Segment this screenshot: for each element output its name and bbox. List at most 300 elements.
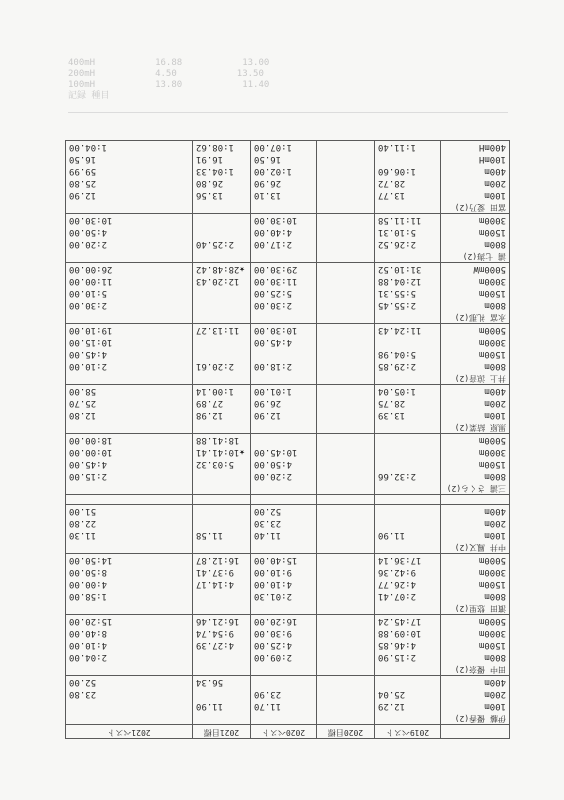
- record-value: [196, 348, 247, 360]
- record-value: [196, 470, 247, 482]
- record-value: 28.72: [378, 178, 406, 188]
- record-value: 12.80: [69, 410, 97, 420]
- athlete-name: 黒原 結菜(2): [454, 423, 506, 432]
- event-label: 1500m: [478, 288, 506, 298]
- t2021-cell: [193, 505, 251, 554]
- b2021-cell: [66, 263, 193, 324]
- record-value: 26:00.00: [69, 264, 113, 274]
- record-value: ★28:48.42: [196, 264, 245, 274]
- t2021-cell: [193, 141, 251, 214]
- record-value: 4:45.00: [69, 459, 107, 469]
- record-value: 4:27.39: [196, 640, 234, 650]
- record-value: 2:25.40: [196, 239, 234, 249]
- record-value: [254, 434, 313, 446]
- event-label: 200m: [484, 518, 506, 528]
- event-cell: [441, 615, 510, 676]
- record-value: 17:36.14: [378, 555, 422, 565]
- record-value: 2:20.00: [254, 471, 292, 481]
- show-through-text: 400mH 16.88 13.00 200mH 4.50 13.50 100mH 13.80 11.40 記録 種目: [68, 58, 508, 113]
- b2019-cell: [375, 615, 441, 676]
- b2021-cell: [66, 324, 193, 385]
- t2020-cell: [317, 554, 375, 615]
- record-value: 9:30.00: [254, 628, 292, 638]
- record-value: 12.29: [378, 701, 406, 711]
- record-value: [320, 639, 371, 651]
- t2020-cell: [317, 676, 375, 725]
- t2021-cell: [193, 214, 251, 263]
- event-cell: [441, 505, 510, 554]
- record-value: 5:03.32: [196, 459, 234, 469]
- event-label: 100m: [484, 190, 506, 200]
- athlete-name: 井上 涼音(2): [454, 374, 506, 383]
- record-value: [320, 554, 371, 566]
- event-label: 400m: [484, 386, 506, 396]
- record-value: 52.00: [69, 677, 97, 687]
- b2021-cell: [66, 385, 193, 434]
- record-value: 2:55.45: [378, 300, 416, 310]
- record-value: 26.80: [196, 178, 224, 188]
- record-value: 31:10.52: [378, 264, 422, 274]
- record-value: 5:10.31: [378, 227, 416, 237]
- record-value: 4:50.00: [69, 227, 107, 237]
- record-value: [196, 590, 247, 602]
- record-value: 1:00.14: [196, 386, 234, 396]
- record-value: 4:46.85: [378, 640, 416, 650]
- record-value: 2:20.61: [196, 361, 234, 371]
- record-value: 10:00.00: [69, 447, 113, 457]
- record-value: 2:07.41: [378, 591, 416, 601]
- event-label: 800m: [484, 591, 506, 601]
- athlete-block: [66, 214, 510, 263]
- record-value: [320, 627, 371, 639]
- record-value: 25.70: [69, 398, 97, 408]
- event-label: 400m: [484, 677, 506, 687]
- record-value: [254, 348, 313, 360]
- athlete-block: [66, 385, 510, 434]
- t2020-cell: [317, 385, 375, 434]
- record-value: 11:24.43: [378, 325, 422, 335]
- event-label: 3000m: [478, 337, 506, 347]
- event-cell: [441, 324, 510, 385]
- record-value: 25.80: [69, 178, 97, 188]
- record-value: 18:41.88: [196, 435, 240, 445]
- event-label: 800m: [484, 300, 506, 310]
- record-value: 11.90: [378, 530, 406, 540]
- event-label: 3000m: [478, 276, 506, 286]
- record-value: [320, 651, 371, 663]
- t2020-cell: [317, 434, 375, 495]
- event-label: 800m: [484, 471, 506, 481]
- record-value: [378, 336, 437, 348]
- record-value: 4:25.00: [254, 640, 292, 650]
- event-label: 5000m: [478, 555, 506, 565]
- record-value: 26.90: [254, 178, 282, 188]
- record-value: 1:07.00: [254, 142, 292, 152]
- record-value: [196, 336, 247, 348]
- record-value: 1:08.62: [196, 142, 234, 152]
- event-label: 5000m: [478, 325, 506, 335]
- record-value: 12:04.88: [378, 276, 422, 286]
- record-value: 2:20.00: [69, 239, 107, 249]
- record-value: [320, 336, 371, 348]
- record-value: 12:20.43: [196, 276, 240, 286]
- record-value: 9:10.00: [254, 567, 292, 577]
- event-label: 400m: [484, 166, 506, 176]
- record-value: 13.39: [378, 410, 406, 420]
- t2020-cell: [317, 141, 375, 214]
- event-label: 200m: [484, 178, 506, 188]
- record-value: 2:17.00: [254, 239, 292, 249]
- header-2021-target: 2021目標: [193, 725, 251, 739]
- record-value: [320, 409, 371, 421]
- event-cell: [441, 214, 510, 263]
- b2020-cell: [251, 324, 317, 385]
- record-value: [320, 578, 371, 590]
- record-value: [378, 458, 437, 470]
- b2019-cell: [375, 505, 441, 554]
- header-2019-best: 2019ベスト: [375, 725, 441, 739]
- record-value: 2:29.85: [378, 361, 416, 371]
- record-value: [196, 226, 247, 238]
- b2020-cell: [251, 263, 317, 324]
- b2021-cell: [66, 615, 193, 676]
- athlete-name: 田中 優奈(2): [454, 665, 506, 674]
- athlete-block: [66, 615, 510, 676]
- athlete-name: 三浦 さくら(2): [446, 484, 506, 493]
- record-value: [320, 214, 371, 226]
- header-row: [66, 725, 510, 739]
- record-value: 11.30: [69, 530, 97, 540]
- record-value: 11:30.00: [254, 276, 298, 286]
- record-value: ★10:41.41: [196, 447, 245, 457]
- record-value: 10:15.00: [69, 337, 113, 347]
- record-value: 16:20.00: [254, 616, 298, 626]
- record-value: [196, 299, 247, 311]
- record-value: 26.90: [254, 398, 282, 408]
- athlete-block: [66, 324, 510, 385]
- record-value: [320, 434, 371, 446]
- record-value: [196, 517, 247, 529]
- athlete-block: [66, 141, 510, 214]
- record-value: 2:10.00: [69, 361, 107, 371]
- b2019-cell: [375, 385, 441, 434]
- record-value: 1:11.40: [378, 142, 416, 152]
- record-value: [320, 566, 371, 578]
- record-value: 2:09.00: [254, 652, 292, 662]
- t2021-cell: [193, 676, 251, 725]
- record-value: [196, 505, 247, 517]
- athlete-block: [66, 434, 510, 495]
- record-value: 52.00: [254, 506, 282, 516]
- athlete-name: 中井 鳳又(2): [454, 543, 506, 552]
- header-2021-best: 2021ベスト: [66, 725, 193, 739]
- event-label: 1500m: [478, 227, 506, 237]
- records-table: [65, 140, 510, 739]
- record-value: 2:18.00: [254, 361, 292, 371]
- record-value: 23.80: [69, 689, 97, 699]
- record-value: 9:54.74: [196, 628, 234, 638]
- record-value: 59.99: [69, 166, 97, 176]
- event-label: 3000m: [478, 215, 506, 225]
- record-value: [320, 348, 371, 360]
- record-value: 8:40.00: [69, 628, 107, 638]
- record-value: 1:04.33: [196, 166, 234, 176]
- event-cell: [441, 263, 510, 324]
- event-label: 1500m: [478, 349, 506, 359]
- record-value: [320, 688, 371, 700]
- record-value: [320, 189, 371, 201]
- event-label: 400mH: [478, 142, 506, 152]
- b2020-cell: [251, 554, 317, 615]
- record-value: 14:50.00: [69, 555, 113, 565]
- t2021-cell: [193, 554, 251, 615]
- athlete-name: 永富 礼那(2): [454, 313, 506, 322]
- event-label: 3000m: [478, 447, 506, 457]
- record-value: 16:21.46: [196, 616, 240, 626]
- record-value: 2:32.66: [378, 471, 416, 481]
- record-value: 11.40: [254, 530, 282, 540]
- record-value: [196, 688, 247, 700]
- record-value: 1:02.00: [254, 166, 292, 176]
- t2020-cell: [317, 263, 375, 324]
- record-value: 4:26.77: [378, 579, 416, 589]
- record-value: 16:12.87: [196, 555, 240, 565]
- record-value: 4:10.00: [254, 579, 292, 589]
- record-value: [320, 141, 371, 153]
- event-label: 5000m: [478, 616, 506, 626]
- record-value: 2:15.00: [69, 471, 107, 481]
- record-value: [320, 153, 371, 165]
- b2019-cell: [375, 676, 441, 725]
- record-value: 11:13.27: [196, 325, 240, 335]
- record-value: 12.90: [69, 190, 97, 200]
- b2021-cell: [66, 434, 193, 495]
- t2020-cell: [317, 214, 375, 263]
- record-value: 56.34: [196, 677, 224, 687]
- b2020-cell: [251, 141, 317, 214]
- event-label: 800m: [484, 239, 506, 249]
- record-value: [320, 226, 371, 238]
- t2021-cell: [193, 434, 251, 495]
- record-value: [320, 385, 371, 397]
- record-value: [320, 263, 371, 275]
- record-value: 4:50.00: [254, 459, 292, 469]
- record-value: [320, 177, 371, 189]
- record-value: 15:20.00: [69, 616, 113, 626]
- record-value: [378, 446, 437, 458]
- athlete-name: 富田 愛乃(2): [454, 203, 506, 212]
- record-value: 23.30: [254, 518, 282, 528]
- b2021-cell: [66, 554, 193, 615]
- record-value: [320, 275, 371, 287]
- record-value: 2:15.90: [378, 652, 416, 662]
- record-value: 12.90: [254, 410, 282, 420]
- record-value: [320, 299, 371, 311]
- event-cell: [441, 385, 510, 434]
- b2021-cell: [66, 505, 193, 554]
- record-value: 10:30.00: [254, 325, 298, 335]
- record-value: 1:05.04: [378, 386, 416, 396]
- event-label: 200m: [484, 689, 506, 699]
- b2020-cell: [251, 214, 317, 263]
- record-value: [69, 700, 189, 712]
- record-value: [320, 324, 371, 336]
- record-value: [320, 397, 371, 409]
- b2019-cell: [375, 263, 441, 324]
- header-2020-best: 2020ベスト: [251, 725, 317, 739]
- record-value: 11:00.00: [69, 276, 113, 286]
- record-value: 58.00: [69, 386, 97, 396]
- event-label: 800m: [484, 652, 506, 662]
- record-value: 11:11.58: [378, 215, 422, 225]
- event-label: 100m: [484, 701, 506, 711]
- record-value: 12.98: [196, 410, 224, 420]
- record-value: 9:37.41: [196, 567, 234, 577]
- athlete-name: 伊藤 優香(2): [454, 714, 506, 723]
- athlete-block: [66, 554, 510, 615]
- record-value: [196, 287, 247, 299]
- record-value: 51.00: [69, 506, 97, 516]
- record-value: 4:10.00: [69, 640, 107, 650]
- record-value: 4:45.00: [69, 349, 107, 359]
- record-value: [320, 458, 371, 470]
- record-value: 28.75: [378, 398, 406, 408]
- record-value: 4:14.17: [196, 579, 234, 589]
- record-value: 25.04: [378, 689, 406, 699]
- athlete-name: 浦 七海(2): [462, 252, 506, 261]
- record-value: 19:10.00: [69, 325, 113, 335]
- record-value: 1:04.00: [69, 142, 107, 152]
- t2021-cell: [193, 385, 251, 434]
- record-value: 8:50.00: [69, 567, 107, 577]
- section-gap: [66, 495, 510, 505]
- record-value: [320, 165, 371, 177]
- record-value: [378, 153, 437, 165]
- t2021-cell: [193, 263, 251, 324]
- record-value: 23.90: [254, 689, 282, 699]
- record-value: 4:40.00: [254, 227, 292, 237]
- event-label: 1500m: [478, 459, 506, 469]
- athlete-block: [66, 676, 510, 725]
- record-value: [378, 434, 437, 446]
- record-value: [378, 517, 437, 529]
- t2020-cell: [317, 615, 375, 676]
- record-value: [320, 615, 371, 627]
- record-value: 5:55.31: [378, 288, 416, 298]
- record-value: 10:30.00: [69, 215, 113, 225]
- event-label: 5000mW: [473, 264, 506, 274]
- event-label: 1500m: [478, 579, 506, 589]
- record-value: [196, 214, 247, 226]
- b2019-cell: [375, 434, 441, 495]
- record-value: 5:04.98: [378, 349, 416, 359]
- record-value: 1:58.00: [69, 591, 107, 601]
- record-value: [320, 505, 371, 517]
- record-value: 16.50: [69, 154, 97, 164]
- record-value: 13.77: [378, 190, 406, 200]
- event-label: 100m: [484, 530, 506, 540]
- event-cell: [441, 554, 510, 615]
- record-value: 10:09.88: [378, 628, 422, 638]
- b2020-cell: [251, 505, 317, 554]
- record-value: 9:42.36: [378, 567, 416, 577]
- record-value: [320, 287, 371, 299]
- b2019-cell: [375, 554, 441, 615]
- b2021-cell: [66, 141, 193, 214]
- record-value: 10:45.00: [254, 447, 298, 457]
- header-2020-target: 2020目標: [317, 725, 375, 739]
- t2020-cell: [317, 324, 375, 385]
- record-value: 2:30.00: [254, 300, 292, 310]
- record-value: 5:25.00: [254, 288, 292, 298]
- athlete-block: [66, 263, 510, 324]
- record-value: [320, 470, 371, 482]
- record-value: 27.89: [196, 398, 224, 408]
- record-value: 11.70: [254, 701, 282, 711]
- event-label: 800m: [484, 361, 506, 371]
- record-value: [320, 529, 371, 541]
- b2019-cell: [375, 214, 441, 263]
- record-value: [196, 651, 247, 663]
- event-cell: [441, 676, 510, 725]
- header-blank: [441, 725, 510, 739]
- record-value: [320, 700, 371, 712]
- event-label: 3000m: [478, 628, 506, 638]
- record-value: 16.50: [254, 154, 282, 164]
- record-value: 5:10.00: [69, 288, 107, 298]
- record-value: 16.91: [196, 154, 224, 164]
- b2020-cell: [251, 676, 317, 725]
- record-value: [320, 676, 371, 688]
- event-label: 100m: [484, 410, 506, 420]
- record-value: 1:01.00: [254, 386, 292, 396]
- event-label: 200m: [484, 398, 506, 408]
- record-value: 11.90: [196, 701, 224, 711]
- event-cell: [441, 141, 510, 214]
- record-value: [254, 676, 313, 688]
- record-value: 4:00.00: [69, 579, 107, 589]
- record-value: 29:30.00: [254, 264, 298, 274]
- record-value: 13.56: [196, 190, 224, 200]
- record-value: [320, 238, 371, 250]
- b2019-cell: [375, 324, 441, 385]
- b2021-cell: [66, 676, 193, 725]
- b2021-cell: [66, 214, 193, 263]
- record-value: 1:06.60: [378, 166, 416, 176]
- record-value: 11.58: [196, 530, 224, 540]
- record-value: 17:45.24: [378, 616, 422, 626]
- athlete-name: 濱田 悠里(2): [454, 604, 506, 613]
- record-value: 13.10: [254, 190, 282, 200]
- event-cell: [441, 434, 510, 495]
- b2020-cell: [251, 434, 317, 495]
- record-value: 4:45.00: [254, 337, 292, 347]
- record-value: [320, 446, 371, 458]
- record-value: 10:30.00: [254, 215, 298, 225]
- t2021-cell: [193, 324, 251, 385]
- b2020-cell: [251, 615, 317, 676]
- record-value: [378, 505, 437, 517]
- record-value: 22.80: [69, 518, 97, 528]
- t2020-cell: [317, 505, 375, 554]
- record-value: [320, 590, 371, 602]
- event-label: 5000m: [478, 435, 506, 445]
- b2020-cell: [251, 385, 317, 434]
- record-value: 2:04.00: [69, 652, 107, 662]
- record-value: 18:00.00: [69, 435, 113, 445]
- event-label: 400m: [484, 506, 506, 516]
- b2019-cell: [375, 141, 441, 214]
